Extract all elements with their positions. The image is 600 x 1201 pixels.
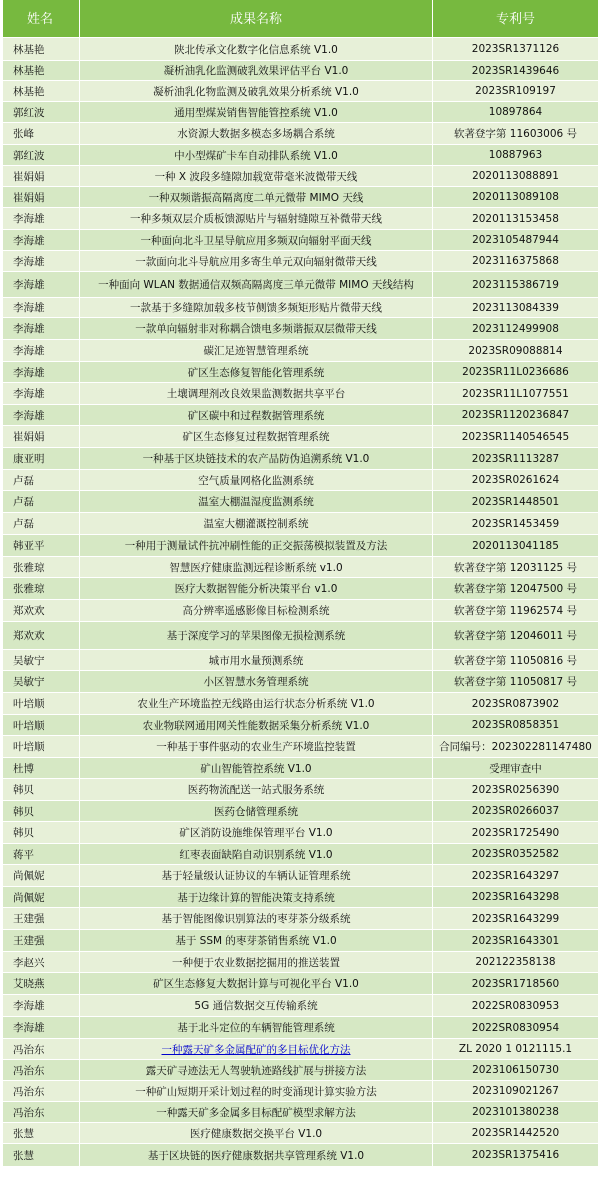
cell-title: 通用型煤炭销售智能管控系统 V1.0 <box>80 102 433 122</box>
table-row <box>3 886 599 907</box>
cell-name: 李赵兴 <box>3 952 80 972</box>
cell-name: 郭红波 <box>3 145 80 165</box>
table-row <box>3 447 599 469</box>
table-row <box>3 1101 599 1122</box>
cell-patent: 2023SR1643299 <box>433 908 599 929</box>
cell-title: 红枣表面缺陷自动识别系统 V1.0 <box>80 844 433 864</box>
table-row <box>3 670 599 692</box>
cell-title: 一种双频谐振高隔离度二单元微带 MIMO 天线 <box>80 187 433 207</box>
cell-title: 空气质量网格化监测系统 <box>80 470 433 490</box>
table-row <box>3 361 599 382</box>
cell-name: 李海雄 <box>3 208 80 229</box>
cell-name: 吴敏宁 <box>3 671 80 692</box>
cell-name: 冯治东 <box>3 1102 80 1122</box>
table-row <box>3 821 599 843</box>
cell-name: 冯治东 <box>3 1039 80 1059</box>
cell-name: 冯治东 <box>3 1081 80 1101</box>
cell-name: 李海雄 <box>3 383 80 404</box>
cell-title: 基于边缘计算的智能决策支持系统 <box>80 887 433 907</box>
cell-patent: 软著登字第 12047500 号 <box>433 578 599 599</box>
cell-title: 一种露天矿多金属多目标配矿模型求解方法 <box>80 1102 433 1122</box>
cell-patent: 202122358138 <box>433 952 599 972</box>
cell-title <box>80 1039 433 1059</box>
table-row <box>3 757 599 778</box>
cell-patent: 2023SR09088814 <box>433 340 599 361</box>
cell-name: 韩贝 <box>3 822 80 843</box>
cell-patent: 2023SR1448501 <box>433 491 599 512</box>
table-row <box>3 207 599 229</box>
cell-title: 基于 SSM 的枣芽茶销售系统 V1.0 <box>80 930 433 951</box>
table-row <box>3 735 599 757</box>
table-row <box>3 382 599 404</box>
table-row <box>3 1038 599 1059</box>
table-row <box>3 37 599 60</box>
cell-name: 林基艳 <box>3 38 80 60</box>
table-row <box>3 1059 599 1080</box>
cell-name: 郑欢欢 <box>3 622 80 649</box>
cell-name: 蒋平 <box>3 844 80 864</box>
header-title: 成果名称 <box>80 0 433 37</box>
cell-title: 一种矿山短期开采计划过程的时变涌现计算实验方法 <box>80 1081 433 1101</box>
table-row <box>3 122 599 144</box>
cell-patent: 2020113088891 <box>433 166 599 186</box>
cell-name: 李海雄 <box>3 405 80 425</box>
cell-patent: 2023113084339 <box>433 298 599 317</box>
cell-name: 卢磊 <box>3 491 80 512</box>
cell-name: 叶培顺 <box>3 736 80 757</box>
cell-name: 张雅琼 <box>3 578 80 599</box>
cell-title: 高分辨率遥感影像目标检测系统 <box>80 600 433 621</box>
table-row <box>3 425 599 447</box>
cell-title: 城市用水量预测系统 <box>80 650 433 670</box>
cell-patent: 2022SR0830953 <box>433 995 599 1016</box>
cell-name: 李海雄 <box>3 230 80 250</box>
cell-name: 李海雄 <box>3 318 80 339</box>
cell-title: 矿区生态修复大数据计算与可视化平台 V1.0 <box>80 973 433 994</box>
cell-title: 基于北斗定位的车辆智能管理系统 <box>80 1017 433 1038</box>
cell-name: 韩贝 <box>3 779 80 800</box>
cell-patent: 2023112499908 <box>433 318 599 339</box>
cell-patent: 2023SR1113287 <box>433 448 599 469</box>
cell-name: 张峰 <box>3 123 80 144</box>
cell-title: 温室大棚灌溉控制系统 <box>80 513 433 534</box>
cell-title: 一款基于多缝隙加载多枝节侧馈多频矩形贴片微带天线 <box>80 298 433 317</box>
cell-name: 李海雄 <box>3 272 80 297</box>
cell-name: 康亚明 <box>3 448 80 469</box>
cell-name: 郭红波 <box>3 102 80 122</box>
cell-patent: 2023SR0352582 <box>433 844 599 864</box>
cell-patent: 2023SR1439646 <box>433 61 599 80</box>
cell-patent: 2022SR0830954 <box>433 1017 599 1038</box>
cell-name: 李海雄 <box>3 298 80 317</box>
cell-title: 矿山智能管控系统 V1.0 <box>80 758 433 778</box>
cell-name: 李海雄 <box>3 1017 80 1038</box>
cell-patent: 2023SR109197 <box>433 81 599 101</box>
cell-title: 温室大棚温湿度监测系统 <box>80 491 433 512</box>
cell-title: 中小型煤矿卡车自动排队系统 V1.0 <box>80 145 433 165</box>
table-row <box>3 907 599 929</box>
cell-title: 农业物联网通用网关性能数据采集分析系统 V1.0 <box>80 715 433 735</box>
cell-title: 陕北传承文化数字化信息系统 V1.0 <box>80 38 433 60</box>
table-row <box>3 186 599 207</box>
cell-name: 郑欢欢 <box>3 600 80 621</box>
table-row <box>3 972 599 994</box>
cell-name: 张慧 <box>3 1123 80 1143</box>
cell-title: 一种面向 WLAN 数据通信双频高隔离度三单元微带 MIMO 天线结构 <box>80 272 433 297</box>
table-row <box>3 490 599 512</box>
header-patent: 专利号 <box>433 0 599 37</box>
cell-name: 韩贝 <box>3 801 80 821</box>
cell-patent: 10897864 <box>433 102 599 122</box>
header-name: 姓名 <box>3 0 80 37</box>
table-row <box>3 317 599 339</box>
table-body <box>3 37 599 1166</box>
cell-title: 农业生产环境监控无线路由运行状态分析系统 V1.0 <box>80 693 433 714</box>
cell-title: 一种面向北斗卫星导航应用多频双向辐射平面天线 <box>80 230 433 250</box>
cell-title: 矿区生态修复过程数据管理系统 <box>80 426 433 447</box>
table-row <box>3 843 599 864</box>
table-row <box>3 404 599 425</box>
cell-title: 一种基于区块链技术的农产品防伪追溯系统 V1.0 <box>80 448 433 469</box>
cell-patent: 2023SR0266037 <box>433 801 599 821</box>
cell-title: 一种基于事件驱动的农业生产环境监控装置 <box>80 736 433 757</box>
table-row <box>3 1143 599 1166</box>
cell-patent: 2023SR1725490 <box>433 822 599 843</box>
cell-patent: 合同编号：202302281147480 <box>433 736 599 757</box>
cell-patent: 2023SR1140546545 <box>433 426 599 447</box>
cell-name: 卢磊 <box>3 513 80 534</box>
cell-title: 医疗大数据智能分析决策平台 v1.0 <box>80 578 433 599</box>
cell-title: 土壤调理剂改良效果监测数据共享平台 <box>80 383 433 404</box>
cell-title: 碳汇足迹智慧管理系统 <box>80 340 433 361</box>
cell-patent: 2023SR1718560 <box>433 973 599 994</box>
cell-title: 凝析油乳化物监测及破乳效果分析系统 V1.0 <box>80 81 433 101</box>
cell-name: 李海雄 <box>3 340 80 361</box>
table-row <box>3 271 599 297</box>
table-row <box>3 297 599 317</box>
table-row <box>3 778 599 800</box>
table-row <box>3 80 599 101</box>
cell-name: 王建强 <box>3 930 80 951</box>
cell-patent: 2023SR1375416 <box>433 1144 599 1166</box>
cell-patent: 2023SR1120236847 <box>433 405 599 425</box>
table-row <box>3 621 599 649</box>
cell-title: 医药物流配送一站式服务系统 <box>80 779 433 800</box>
cell-patent: 2023116375868 <box>433 251 599 271</box>
cell-name: 崔娟娟 <box>3 187 80 207</box>
table-row <box>3 229 599 250</box>
cell-title: 矿区生态修复智能化管理系统 <box>80 362 433 382</box>
patent-table <box>2 0 599 1166</box>
cell-patent: 10887963 <box>433 145 599 165</box>
cell-patent: 2023SR0858351 <box>433 715 599 735</box>
cell-title: 矿区消防设施维保管理平台 V1.0 <box>80 822 433 843</box>
cell-title: 一款面向北斗导航应用多寄生单元双向辐射微带天线 <box>80 251 433 271</box>
cell-name: 尚佩妮 <box>3 865 80 886</box>
table-row <box>3 692 599 714</box>
cell-patent: 2023SR0256390 <box>433 779 599 800</box>
cell-name: 韩亚平 <box>3 535 80 556</box>
cell-patent: 软著登字第 11050817 号 <box>433 671 599 692</box>
cell-title: 基于智能图像识别算法的枣芽茶分级系统 <box>80 908 433 929</box>
table-header <box>3 0 599 37</box>
cell-name: 尚佩妮 <box>3 887 80 907</box>
cell-title: 凝析油乳化监测破乳效果评估平台 V1.0 <box>80 61 433 80</box>
table-row <box>3 144 599 165</box>
cell-name: 王建强 <box>3 908 80 929</box>
table-row <box>3 1016 599 1038</box>
cell-patent: 2023115386719 <box>433 272 599 297</box>
table-row <box>3 1122 599 1143</box>
title-link[interactable]: 一种露天矿多金属配矿的多目标优化方法 <box>161 1043 351 1056</box>
cell-patent: 2023SR11L1077551 <box>433 383 599 404</box>
table-row <box>3 534 599 556</box>
cell-title: 一种用于测量试件抗冲刷性能的正交振荡模拟装置及方法 <box>80 535 433 556</box>
table-row <box>3 599 599 621</box>
cell-patent: 2020113153458 <box>433 208 599 229</box>
cell-patent: 2023101380238 <box>433 1102 599 1122</box>
cell-name: 叶培顺 <box>3 693 80 714</box>
cell-name: 李海雄 <box>3 995 80 1016</box>
cell-name: 杜博 <box>3 758 80 778</box>
table-row <box>3 469 599 490</box>
cell-title: 一款单向辐射非对称耦合馈电多频谐振双层微带天线 <box>80 318 433 339</box>
cell-patent: 软著登字第 12046011 号 <box>433 622 599 649</box>
cell-patent: 2023SR1643301 <box>433 930 599 951</box>
cell-patent: 2023109021267 <box>433 1081 599 1101</box>
cell-name: 林基艳 <box>3 81 80 101</box>
cell-patent: 2023SR11L0236686 <box>433 362 599 382</box>
cell-title: 一种 X 波段多缝隙加载宽带毫米波微带天线 <box>80 166 433 186</box>
table-row <box>3 951 599 972</box>
cell-title: 矿区碳中和过程数据管理系统 <box>80 405 433 425</box>
cell-title: 智慧医疗健康监测远程诊断系统 v1.0 <box>80 557 433 577</box>
cell-title: 水资源大数据多模态多场耦合系统 <box>80 123 433 144</box>
cell-name: 张雅琼 <box>3 557 80 577</box>
cell-title: 露天矿寻迹法无人驾驶轨迹路线扩展与拼接方法 <box>80 1060 433 1080</box>
cell-patent: 软著登字第 12031125 号 <box>433 557 599 577</box>
cell-patent: 2023SR1643298 <box>433 887 599 907</box>
cell-patent: 软著登字第 11050816 号 <box>433 650 599 670</box>
cell-title: 小区智慧水务管理系统 <box>80 671 433 692</box>
cell-title: 一种便于农业数据挖掘用的推送装置 <box>80 952 433 972</box>
table-row <box>3 339 599 361</box>
cell-patent: 2020113089108 <box>433 187 599 207</box>
cell-patent: 受理审查中 <box>433 758 599 778</box>
table-row <box>3 714 599 735</box>
cell-title: 基于区块链的医疗健康数据共享管理系统 V1.0 <box>80 1144 433 1166</box>
cell-patent: 2023SR0873902 <box>433 693 599 714</box>
cell-patent: 2023SR1643297 <box>433 865 599 886</box>
cell-patent: 软著登字第 11603006 号 <box>433 123 599 144</box>
cell-patent: 2023105487944 <box>433 230 599 250</box>
cell-patent: 2023SR1453459 <box>433 513 599 534</box>
cell-name: 李海雄 <box>3 251 80 271</box>
table-row <box>3 649 599 670</box>
table-row <box>3 556 599 577</box>
table-row <box>3 800 599 821</box>
cell-title: 医疗健康数据交换平台 V1.0 <box>80 1123 433 1143</box>
cell-name: 艾晓燕 <box>3 973 80 994</box>
cell-name: 冯治东 <box>3 1060 80 1080</box>
table-row <box>3 101 599 122</box>
cell-name: 林基艳 <box>3 61 80 80</box>
table-row <box>3 250 599 271</box>
cell-patent: 2023SR1371126 <box>433 38 599 60</box>
cell-name: 李海雄 <box>3 362 80 382</box>
cell-title: 一种多频双层介质板馈源贴片与辐射缝隙互补微带天线 <box>80 208 433 229</box>
cell-patent: ZL 2020 1 0121115.1 <box>433 1039 599 1059</box>
table-row <box>3 994 599 1016</box>
cell-patent: 2023SR0261624 <box>433 470 599 490</box>
cell-name: 卢磊 <box>3 470 80 490</box>
cell-patent: 2023106150730 <box>433 1060 599 1080</box>
cell-title: 基于轻量级认证协议的车辆认证管理系统 <box>80 865 433 886</box>
table-row <box>3 1080 599 1101</box>
cell-patent: 软著登字第 11962574 号 <box>433 600 599 621</box>
table-row <box>3 165 599 186</box>
cell-patent: 2020113041185 <box>433 535 599 556</box>
table-row <box>3 512 599 534</box>
table-row <box>3 929 599 951</box>
table-row <box>3 864 599 886</box>
cell-name: 张慧 <box>3 1144 80 1166</box>
table-row <box>3 60 599 80</box>
table-row <box>3 577 599 599</box>
cell-name: 吴敏宁 <box>3 650 80 670</box>
cell-name: 叶培顺 <box>3 715 80 735</box>
cell-patent: 2023SR1442520 <box>433 1123 599 1143</box>
cell-title: 5G 通信数据交互传输系统 <box>80 995 433 1016</box>
cell-name: 崔娟娟 <box>3 426 80 447</box>
cell-name: 崔娟娟 <box>3 166 80 186</box>
cell-title: 医药仓储管理系统 <box>80 801 433 821</box>
cell-title: 基于深度学习的苹果图像无损检测系统 <box>80 622 433 649</box>
